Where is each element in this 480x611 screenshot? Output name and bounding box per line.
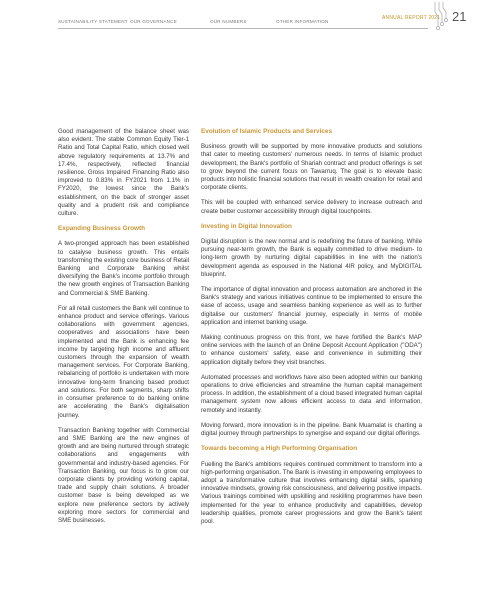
heading-expanding-business-growth: Expanding Business Growth [58,225,145,233]
paragraph-transaction-banking: Transaction Banking together with Commercial and SME Banking are the new engines of growth and are being nurtured through strategic collaborations and engagements with governmental and industry-based agencies. For Transaction Banking, our focus is to grow our corporate clients by providing working capital, trade and supply chain solutions. A broader customer base is being developed as we explore new preference sectors by actively exploring more sectors for commercial and SME businesses. [58,426,189,524]
heading-islamic-products: Evolution of Islamic Products and Services [201,128,333,135]
paragraph-business-growth: Business growth will be supported by more innovative products and solutions that cater to meeting customers' numerous needs. In terms of Islamic product development, the Bank's portfolio of Shariah contract and product offerings is set to grow beyond the current focus on Tawarruq. The goal is to elevate basic products into holistic financial solutions that result in wealth creation for retail and corporate clients. [201,143,422,192]
nav-our-governance[interactable]: OUR GOVERNANCE [130,19,177,24]
page-header [0,0,480,40]
paragraph-fuelling-ambitions: Fuelling the Bank's ambitions requires continued commitment to transform into a high-performing organisation. The Bank is investing in empowering employees to adopt a transformative culture that involves enhancing digital skills, sparking innovative mindsets, growing risk consciousness, and delivering positive impacts. Various trainings combined with upskilling and reskilling programmes have been implemented for the year to enhance productivity and capabilities, develop leadership qualities, promote career progressions and grow the Bank's talent pool. [201,460,422,525]
circuit-lines-icon [432,2,450,36]
paragraph-moving-forward: Moving forward, more innovation is in the pipeline. Bank Muamalat is charting a digital journey through partnerships to synergise and expand our digital offerings. [201,421,422,438]
nav-other-information[interactable]: OTHER INFORMATION [276,19,329,24]
paragraph-balance-sheet: Good management of the balance sheet was also evident. The stable Common Equity Tier-1 Ratio and Total Capital Ratio, which closed well above regulatory requirements at 13.7% and 17.4%, respectively, reflected financial resilience. Gross Impaired Financing Ratio also improved to 0.83% in FY2021 from 1.1% in FY2020, the lowest since the Bank's establishment, on the back of stronger asset quality and a prudent risk and compliance culture. [58,128,189,218]
section-nav [58,19,366,24]
paragraph-oda-launch: Making continuous progress on this front, we have fortified the Bank's MAP online services with the launch of an Online Deposit Account Application ("ODA") to enhance customers' safety, ease and convenience in submitting their application digitally before they visit branches. [201,334,422,366]
left-column [58,128,189,532]
paragraph-two-pronged-approach: A two-pronged approach has been established to catalyse business growth. This entails transforming the existing core business of Retail Banking and Corporate Banking whilst diversifying the Bank's income portfolio through the new growth engines of Transaction Banking and Commercial & SME Banking. [58,240,189,297]
nav-our-numbers[interactable]: OUR NUMBERS [210,19,247,24]
paragraph-retail-customers: For all retail customers the Bank will continue to enhance product and service offerings. Various collaborations with government agencies, cooperatives and associations have been implemented and the Bank is enhancing fee income by targeting high income and affluent customers through the expansion of wealth management services. For Corporate Banking, rebalancing of portfolio is undertaken with more innovative long-term financing based product and solutions. For both segments, sharp shifts in consumer preference to do banking online are accelerating the Bank's digitalisation journey. [58,304,189,419]
heading-digital-innovation: Investing in Digital Innovation [201,222,292,230]
paragraph-service-delivery: This will be coupled with enhanced service delivery to increase outreach and create better customer accessibility through digital touchpoints. [201,199,422,215]
nav-sustainability-statement[interactable]: SUSTAINABILITY STATEMENT [58,19,128,24]
heading-high-performing-organisation: Towards becoming a High Performing Organisation [201,445,358,453]
paragraph-digital-disruption: Digital disruption is the new normal and is redefining the future of banking. While pursuing near-term growth, the Bank is equally committed to drive medium- to long-term growth by nurturing digital capabilities in line with the nation's development agenda as espoused in the National 4IR policy, and MyDIGITAL blueprint. [201,238,422,278]
paragraph-process-automation: The importance of digital innovation and process automation are anchored in the Bank's strategy and various initiatives continue to be implemented to ensure the ease of access, usage and seamless banking experience as well as to further digitalise our customers' financial journey, especially in terms of mobile application and internet banking usage. [201,286,422,326]
paragraph-automated-processes: Automated processes and workflows have also been adopted within our banking operations to drive efficiencies and streamline the human capital management process. In addition, the establishment of a cloud based integrated human capital management system now allows efficient access to data and information, remotely and instantly. [201,373,422,414]
nav-divider [58,28,428,29]
report-title: ANNUAL REPORT 2021 [382,15,441,21]
page-number: 21 [452,9,467,24]
right-column [201,128,422,533]
